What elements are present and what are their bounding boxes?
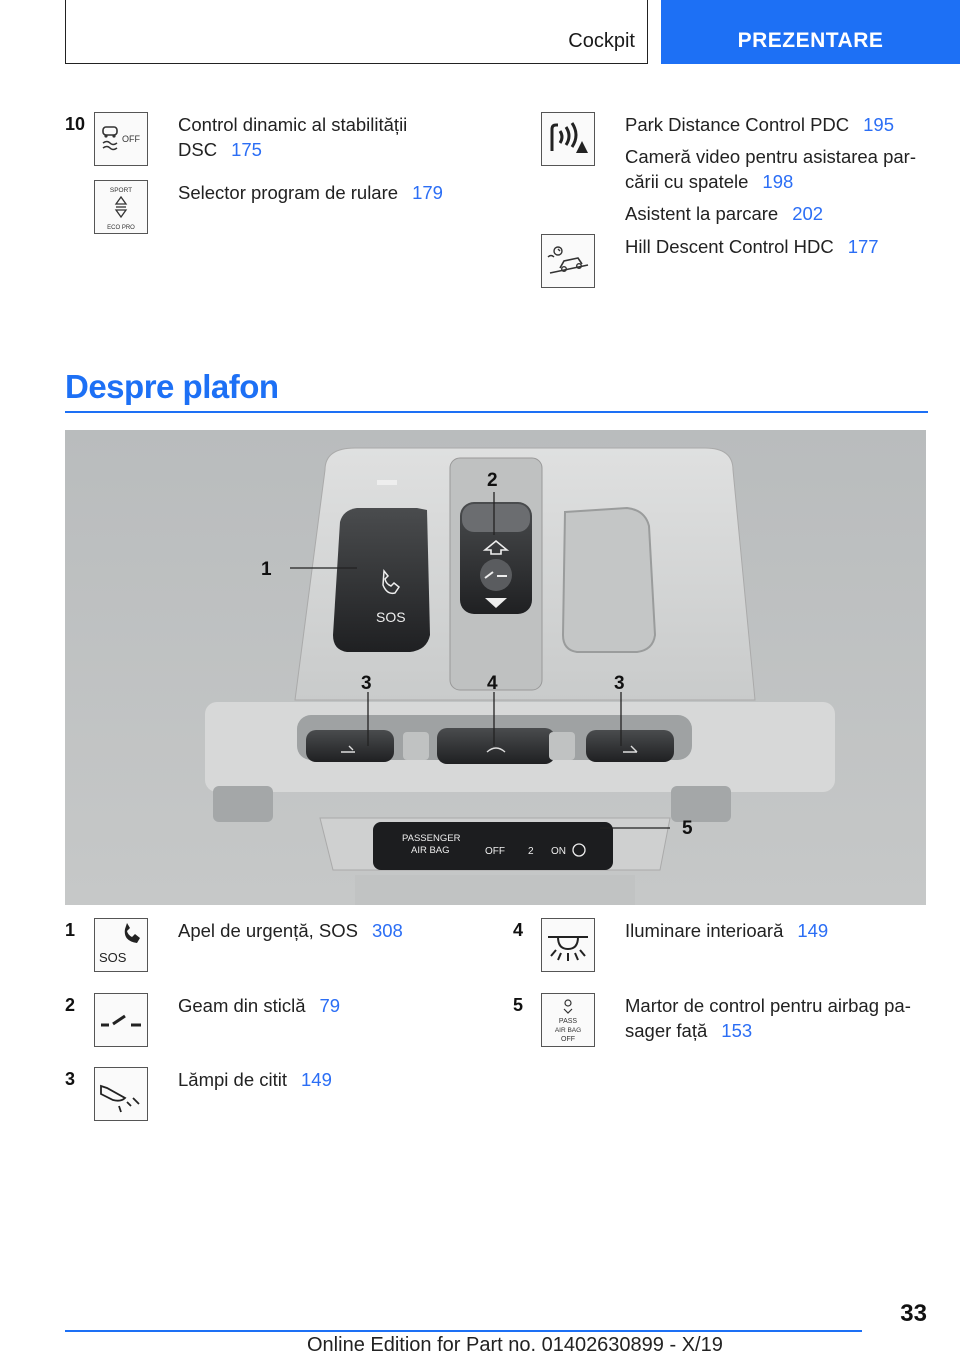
page-ref-link[interactable]: 175 — [231, 139, 262, 160]
sos-button-label: SOS — [376, 609, 406, 625]
header-frame — [65, 0, 648, 64]
driving-mode-selector-icon — [94, 180, 148, 234]
section-title: Despre plafon — [65, 368, 279, 405]
hdc-text — [625, 234, 935, 259]
header-chapter-label: PREZENTARE — [737, 29, 884, 52]
reading-light-icon — [94, 1067, 148, 1121]
legend-number-1: 1 — [65, 920, 76, 940]
legend-text-4 — [625, 918, 828, 943]
airbag-icon-off: OFF — [561, 1036, 575, 1043]
dsc-off-icon — [94, 112, 148, 166]
legend-label-4: Iluminare interioară — [625, 920, 784, 941]
header-section-title: Cockpit — [568, 30, 635, 52]
airbag-num-label: 2 — [528, 846, 534, 857]
section-divider — [65, 411, 928, 413]
item-selector-label: Selector program de rulare — [178, 182, 399, 203]
interior-light-icon — [541, 918, 595, 972]
page-ref-link[interactable]: 202 — [792, 203, 824, 224]
page-ref-link[interactable]: 153 — [721, 1020, 753, 1041]
legend-label-5-line-2: sager față — [625, 1020, 708, 1041]
item-10-text — [178, 112, 508, 162]
airbag-icon-pass: PASS — [558, 1018, 578, 1025]
legend-number-4: 4 — [513, 920, 524, 940]
legend-label-1: Apel de urgență, SOS — [178, 920, 358, 941]
legend-label-5-line-1: Martor de control pentru airbag pa- — [625, 995, 911, 1016]
page-ref-link[interactable]: 308 — [371, 920, 403, 941]
item-10-line-1: Control dinamic al stabilității — [178, 114, 408, 135]
sos-icon-label: SOS — [99, 950, 127, 965]
legend-text-5 — [625, 993, 935, 1043]
callout-1: 1 — [261, 559, 272, 580]
footer-edition: Online Edition for Part no. 01402630899 - X/19 — [307, 1334, 723, 1356]
airbag-on-label: ON — [551, 846, 566, 857]
sport-label: SPORT — [109, 187, 133, 194]
callout-4: 4 — [487, 673, 498, 694]
page-number: 33 — [900, 1300, 927, 1327]
pdc-label: Park Distance Control PDC — [625, 114, 850, 135]
parking-assist-label: Asistent la parcare — [625, 203, 779, 224]
page-ref-link[interactable]: 177 — [847, 236, 879, 257]
hill-descent-control-icon — [541, 234, 595, 288]
eco-pro-label: ECO PRO — [107, 225, 135, 231]
legend-text-1 — [178, 918, 403, 943]
page-ref-link[interactable]: 198 — [762, 171, 794, 192]
page-ref-link[interactable]: 149 — [797, 920, 829, 941]
park-distance-control-icon — [541, 112, 595, 166]
page-ref-link[interactable]: 149 — [301, 1069, 332, 1090]
passenger-airbag-icon — [541, 993, 595, 1047]
airbag-label-2: AIR BAG — [411, 845, 450, 856]
item-selector-text — [178, 180, 508, 205]
legend-text-2 — [178, 993, 340, 1018]
pdc-text — [625, 112, 935, 226]
dsc-off-icon-label: OFF — [122, 134, 140, 144]
sos-icon — [94, 918, 148, 972]
rear-camera-line-1: Cameră video pentru asistarea par- — [625, 146, 917, 167]
header-chapter-tab — [661, 0, 960, 64]
page-ref-link[interactable]: 179 — [412, 182, 443, 203]
hdc-label: Hill Descent Control HDC — [625, 236, 834, 257]
airbag-off-label: OFF — [485, 846, 505, 857]
page-ref-link[interactable]: 195 — [863, 114, 895, 135]
glass-roof-icon — [94, 993, 148, 1047]
item-10-line-2: DSC — [178, 139, 218, 160]
rear-camera-line-2: cării cu spatele — [625, 171, 749, 192]
legend-label-2: Geam din sticlă — [178, 995, 306, 1016]
overhead-console-photo — [65, 430, 926, 905]
legend-label-3: Lămpi de citit — [178, 1069, 287, 1090]
legend-number-3: 3 — [65, 1069, 76, 1089]
callout-3-right: 3 — [614, 673, 625, 694]
callout-3-left: 3 — [361, 673, 372, 694]
callout-5: 5 — [682, 818, 693, 839]
callout-2: 2 — [487, 470, 498, 491]
airbag-label-1: PASSENGER — [402, 833, 461, 844]
airbag-icon-airbag: AIR BAG — [554, 1027, 582, 1034]
page-ref-link[interactable]: 79 — [319, 995, 341, 1016]
legend-text-3 — [178, 1067, 332, 1092]
legend-number-5: 5 — [513, 995, 524, 1015]
item-number: 10 — [65, 114, 86, 134]
legend-number-2: 2 — [65, 995, 76, 1015]
footer-divider — [65, 1330, 862, 1332]
